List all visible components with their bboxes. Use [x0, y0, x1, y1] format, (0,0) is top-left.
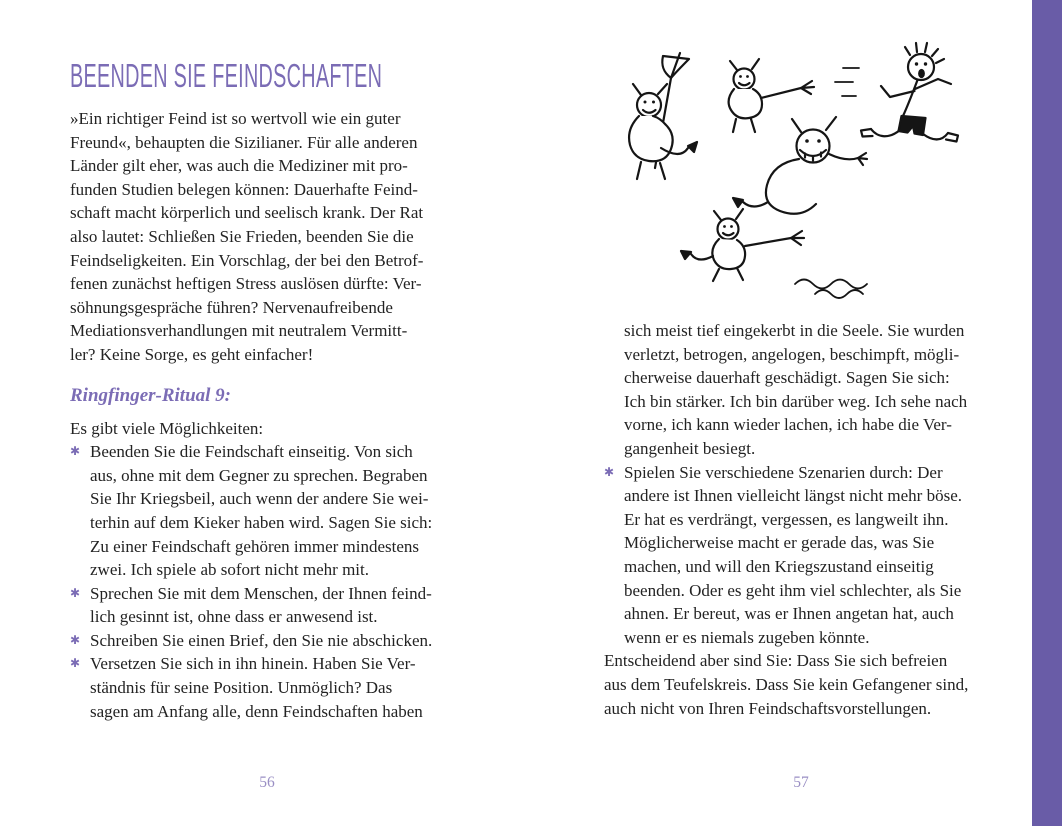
chapter-title: BEENDEN SIE FEINDSCHAFTEN	[70, 57, 383, 94]
cover-edge-bar	[1032, 0, 1062, 826]
devil-figure	[629, 53, 697, 179]
asterisk-bullet-icon: ✱	[70, 632, 81, 647]
closing-paragraph: Entscheidend aber sind Sie: Dass Sie sich befreien aus dem Teufelskreis. Dass Sie kein Gefangener sind, auch nicht von Ihren Feindschaftsvorstellungen.	[604, 651, 969, 718]
asterisk-bullet-icon: ✱	[70, 444, 81, 459]
list-item-text: Sprechen Sie mit dem Menschen, der Ihnen feind- lich gesinnt ist, ohne dass er anwesend ist.	[90, 583, 432, 627]
page-number-left: 56	[259, 774, 275, 791]
left-page	[70, 58, 464, 723]
list-item	[70, 440, 464, 582]
bullet-continuation-text: sich meist tief eingekerbt in die Seele. Sie wurden verletzt, betrogen, angelogen, beschimpft, mögli- cherweise dauerhaft geschädigt. Sagen Sie sich: Ich bin stärker. Ich bin darüber weg. Ich sehe nach vorne, ich kann wieder lachen, ich habe die Ver- gangenheit besiegt.	[624, 321, 968, 458]
list-item	[604, 461, 998, 650]
asterisk-bullet-icon: ✱	[604, 464, 615, 479]
list-item	[70, 629, 464, 653]
asterisk-bullet-icon: ✱	[70, 585, 81, 600]
suggestions-list-continued	[604, 461, 998, 650]
chapter-heading	[70, 58, 464, 94]
list-item-text: Versetzen Sie sich in ihn hinein. Haben Sie Ver- ständnis für seine Position. Unmöglich? Das sagen am Anfang alle, denn Feindschaften haben	[90, 654, 423, 721]
right-page	[604, 319, 998, 720]
list-intro: Es gibt viele Möglichkeiten:	[70, 418, 264, 438]
devil-figure	[729, 59, 814, 132]
devil-figure	[733, 117, 867, 214]
asterisk-bullet-icon: ✱	[70, 656, 81, 671]
devils-chasing-man-illustration	[585, 38, 980, 310]
devil-figure	[681, 209, 804, 281]
list-item	[70, 582, 464, 629]
intro-paragraph: »Ein richtiger Feind ist so wertvoll wie ein guter Freund«, behaupten die Sizilianer. Für alle anderen Länder gilt eher, was auch die Mediziner mit pro- funden Studien belegen können: Dauerhafte Feind- schaft macht körperlich und seelisch krank. Der Rat also lautet: Schließen Sie Frieden, beenden Sie die Feindseligkeiten. Ein Vorschlag, der bei den Betrof- fenen zunächst heftigen Stress auslösen dürfte: Ver- söhnungsgespräche führen? Nervenaufreibende Mediationsverhandlungen mit neutralem Vermitt- ler? Keine Sorge, es geht einfacher!	[70, 109, 424, 364]
suggestions-list	[70, 440, 464, 723]
fleeing-man-figure	[861, 43, 958, 142]
list-item-text: Spielen Sie verschiedene Szenarien durch: Der andere ist Ihnen vielleicht längst nicht mehr böse. Er hat es verdrängt, vergessen, es langweilt ihn. Möglicherweise macht er gerade das, was Sie machen, und will den Kriegszustand einseitig beenden. Oder es geht ihm viel schlechter, als Sie ahnen. Er bereut, was er Ihnen angetan hat, auch wenn er es niemals zugeben könnte.	[624, 462, 963, 647]
list-item-text: Schreiben Sie einen Brief, den Sie nie abschicken.	[90, 630, 433, 650]
list-item-text: Beenden Sie die Feindschaft einseitig. Von sich aus, ohne mit dem Gegner zu sprechen. Begraben Sie Ihr Kriegsbeil, auch wenn der andere Sie wei- terhin auf dem Kieker haben wird. Sagen Sie sich: Zu einer Feindschaft gehören immer mindestens zwei. Ich spiele ab sofort nicht mehr mit.	[90, 442, 433, 580]
ritual-subheading: Ringfinger-Ritual 9:	[70, 384, 231, 406]
page-number-right: 57	[793, 774, 809, 791]
list-item	[70, 652, 464, 723]
